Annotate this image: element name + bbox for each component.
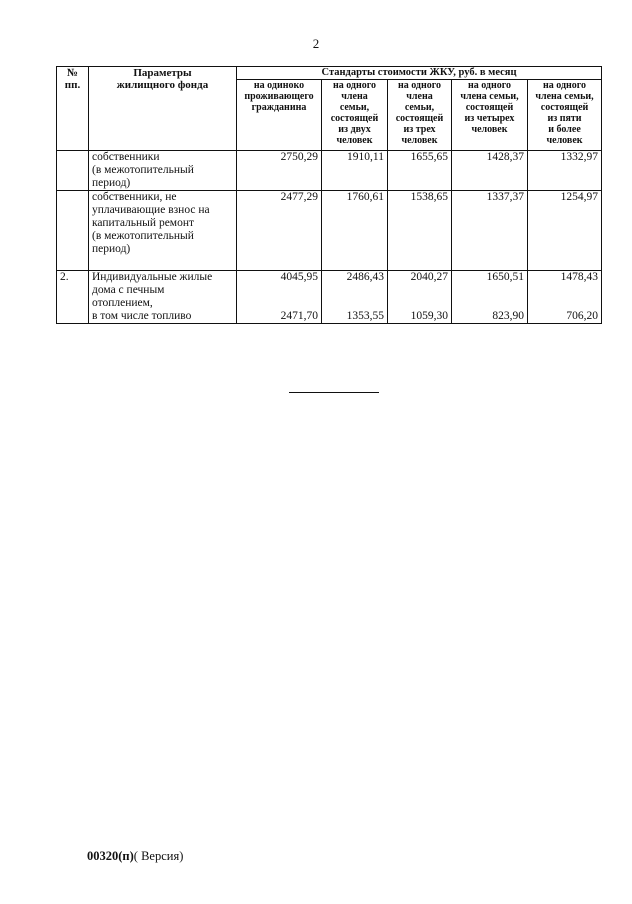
row-value: 2040,27 [410,271,448,283]
document-footer [87,849,183,864]
row-value: 2486,43 [346,271,384,283]
row-subvalue: 1353,55 [346,310,384,322]
page-number: 2 [312,36,320,51]
header-col-single: на одиноко проживающего гражданина [237,80,322,151]
row-label: собственники (в межотопительный период) [89,151,237,191]
row-sublabel: в том числе топливо [92,310,192,322]
row-value: 1254,97 [528,191,602,271]
row-value: 1910,11 [322,151,388,191]
row-number: 2. [57,271,89,324]
row-value: 1650,51 [486,271,524,283]
header-number: № пп. [57,67,89,151]
row-subvalue: 2471,70 [280,310,318,322]
row-value: 1760,61 [322,191,388,271]
table-header-row-1 [57,67,602,80]
row-label: Индивидуальные жилые дома с печным отоплением, [92,271,213,309]
table-row [57,151,602,191]
row-value-cell [237,271,322,324]
header-parameters: Параметры жилищного фонда [89,67,237,151]
row-label: собственники, не уплачивающие взнос на капитальный ремонт (в межотопительный период) [89,191,237,271]
row-value-cell [452,271,528,324]
row-value: 1428,37 [452,151,528,191]
document-version: ( Версия) [133,849,184,863]
row-value: 1337,37 [452,191,528,271]
row-subvalue: 823,90 [492,310,524,322]
row-value: 1478,43 [560,271,599,283]
header-col-two: на одного члена семьи, состоящей из двух человек [322,80,388,151]
row-value: 1332,97 [528,151,602,191]
row-number [57,151,89,191]
housing-cost-standards-table [56,66,602,324]
row-value: 2750,29 [237,151,322,191]
row-value-cell [528,271,602,324]
separator-line [289,392,379,393]
header-col-three: на одного члена семьи, состоящей из трех человек [388,80,452,151]
row-number [57,191,89,271]
row-subvalue: 1059,30 [410,310,448,322]
header-col-four: на одного члена семьи, состоящей из четырех человек [452,80,528,151]
row-value: 1538,65 [388,191,452,271]
header-cost-standards: Стандарты стоимости ЖКУ, руб. в месяц [237,67,602,80]
row-value: 4045,95 [280,271,318,283]
row-value-cell [388,271,452,324]
row-value: 2477,29 [237,191,322,271]
document-code: 00320(п) [87,849,134,863]
table-row [57,191,602,271]
row-subvalue: 706,20 [566,310,599,322]
row-value: 1655,65 [388,151,452,191]
header-col-five: на одного члена семьи, состоящей из пяти и более человек [528,80,602,151]
table-row [57,271,602,324]
row-label-cell [89,271,237,324]
row-value-cell [322,271,388,324]
